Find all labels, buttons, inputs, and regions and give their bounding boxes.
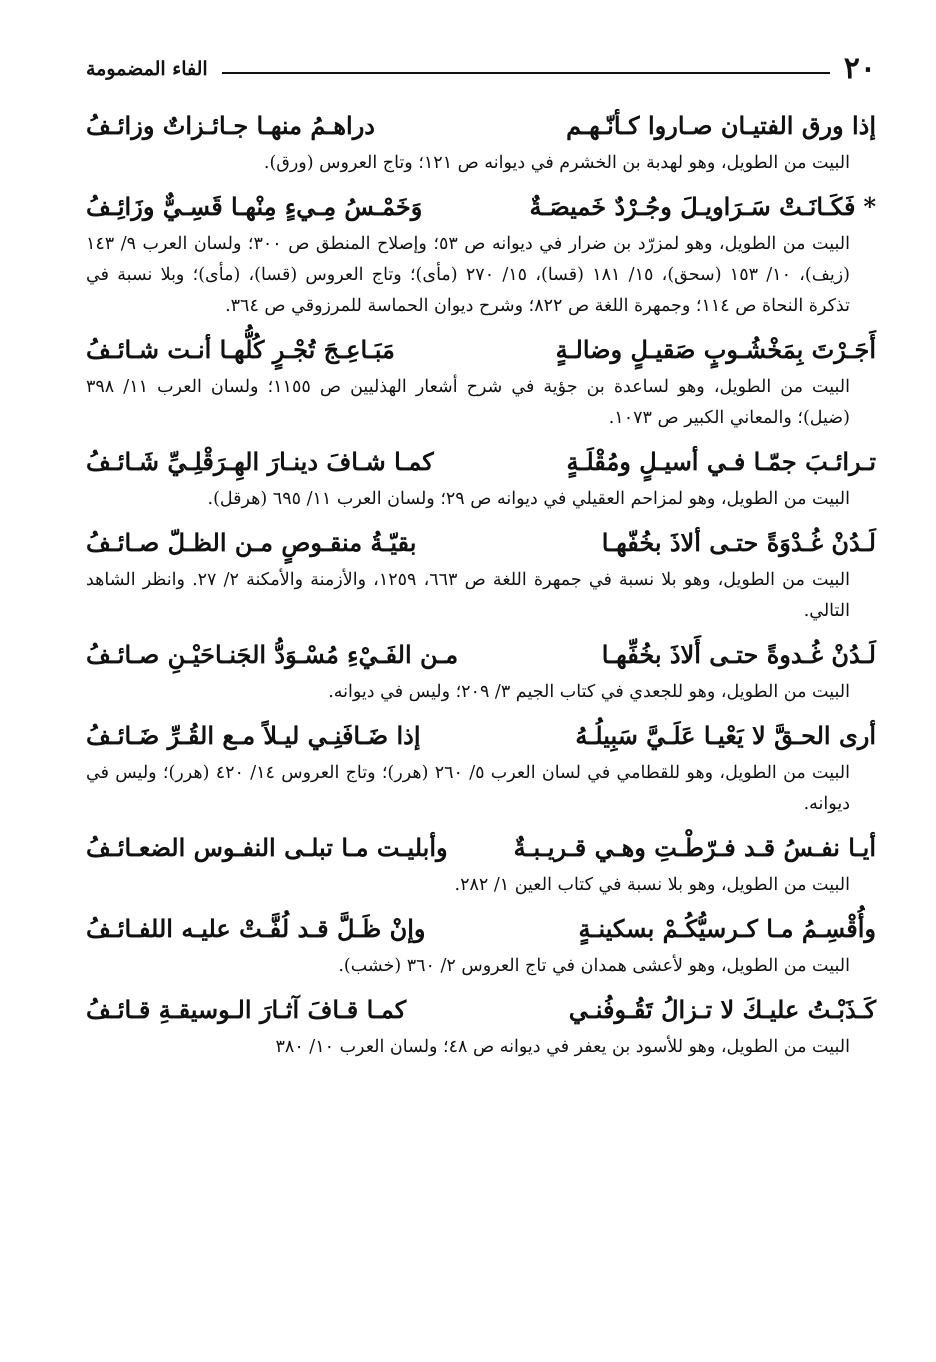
header-rule [222,72,830,74]
entry [86,714,876,820]
verse [86,328,876,372]
verse [86,907,876,951]
verse-first-hemistich: أيـا نفـسُ قـد فـرّطْـتِ وهـي قـريـبـةٌ [513,833,876,862]
entry [86,185,876,322]
citation-note: البيت من الطويل، وهو بلا نسبة في جمهرة اللغة ص ٦٦٣، ١٢٥٩، والأزمنة والأمكنة ٢/ ٢٧. وانظر الشاهد التالي. [86,570,850,621]
verse-first-hemistich: إذا ورق الفتيـان صـاروا كـأنّـهـم [566,111,876,140]
verse-second-hemistich: وأبليـت مـا تبلـى النفـوس الضعـائـفُ [86,833,448,862]
verse [86,440,876,484]
verse [86,104,876,148]
verse [86,826,876,870]
verse-second-hemistich: وَخَمْـسُ مِـيءٍ مِنْهـا قَسِـيٌّ وزَائِـفُ [86,192,423,221]
citation-note: البيت من الطويل، وهو لمزرّد بن ضرار في ديوانه ص ٥٣؛ وإصلاح المنطق ص ٣٠٠؛ ولسان العرب ٩/ ١٤٣ (زيف)، ١٠/ ١٥٣ (سحق)، ١٥/ ١٨١ (قسا)، ١٥/ ٢٧٠ (مأى)؛ وتاج العروس (قسا)، (مأى)؛ وبلا نسبة في تذكرة النحاة ص ١١٤؛ وجمهرة اللغة ص ٨٢٢؛ وشرح ديوان الحماسة للمرزوقي ص ٣٦٤. [86,234,850,316]
running-header [86,52,876,86]
verse-second-hemistich: بقيّـةُ منقـوصٍ مـن الظـلّ صـائـفُ [86,528,417,557]
verse-second-hemistich: كمـا قـافَ آثـارَ الـوسيقـةِ قـائـفُ [86,995,407,1024]
section-title: الفاء المضمومة [86,58,208,80]
verse-first-hemistich: لَـدُنْ غُـدْوَةً حتـى ألاذَ بخُفّهـا [601,528,876,557]
citation-note: البيت من الطويل، وهو لأعشى همدان في تاج العروس ٢/ ٣٦٠ (خشب). [338,956,850,976]
verse-second-hemistich: مَبَـاعِـجَ تُجْـرٍ كُلُّهـا أنـت شـائـفُ [86,335,395,364]
verse [86,633,876,677]
verse-first-hemistich: أرى الحـقَّ لا يَعْيـا عَلَـيَّ سَبِيلُـهُ [575,721,876,750]
verse [86,988,876,1032]
verse-second-hemistich: إذا ضَـافَنِـي ليـلاً مـع القُـرِّ ضَـائـفُ [86,721,421,750]
citation-note: البيت من الطويل، وهو للأسود بن يعفر في ديوانه ص ٤٨؛ ولسان العرب ١٠/ ٣٨٠ [275,1037,850,1057]
entry [86,521,876,627]
verse [86,521,876,565]
citation-note: البيت من الطويل، وهو لساعدة بن جؤية في شرح أشعار الهذليين ص ١١٥٥؛ ولسان العرب ١١/ ٣٩٨ (ضيل)؛ والمعاني الكبير ص ١٠٧٣. [86,377,850,428]
page-number: ٢٠ [843,51,876,86]
citation-note: البيت من الطويل، وهو لهدبة بن الخشرم في ديوانه ص ١٢١؛ وتاج العروس (ورق). [263,153,850,173]
verse [86,714,876,758]
entry [86,988,876,1063]
entries-list [86,104,876,1069]
verse-second-hemistich: دراهـمُ منهـا جـائـزاتٌ وزائـفُ [86,111,375,140]
verse-first-hemistich: كَـذَبْـتُ عليـكَ لا تـزالُ تَقُـوفُنـي [568,995,876,1024]
entry [86,328,876,434]
entry [86,440,876,515]
verse-first-hemistich: أَجَـرْتَ بِمَخْشُـوبٍ صَقيـلٍ وضالـةٍ [555,335,876,364]
verse-first-hemistich [529,185,876,229]
verse-second-hemistich: كمـا شـافَ دينـارَ الهِـرَقْلِـيِّ شَـائـفُ [86,447,434,476]
entry [86,826,876,901]
asterisk-marker: * [863,192,876,221]
citation-note: البيت من الطويل، وهو بلا نسبة في كتاب العين ١/ ٢٨٢. [454,875,850,895]
verse-first-hemistich: لَـدُنْ غُـدوةً حتـى أَلاذَ بخُفِّهـا [601,640,876,669]
verse-first-text: فَكَـانَـتْ سَـرَاويـلَ وجُـرْدٌ خَميصَـةٌ [529,192,856,221]
citation-note: البيت من الطويل، وهو لمزاحم العقيلي في ديوانه ص ٢٩؛ ولسان العرب ١١/ ٦٩٥ (هرقل). [207,489,850,509]
verse [86,185,876,229]
entry [86,907,876,982]
verse-second-hemistich: وإنْ ظَـلَّ قـد لُفَّـتْ عليـه اللفـائـفُ [86,914,426,943]
entry [86,104,876,179]
verse-first-hemistich: وأُقْسِـمُ مـا كـرسيُّكُـمْ بسكينـةٍ [578,914,876,943]
citation-note: البيت من الطويل، وهو للقطامي في لسان العرب ٥/ ٢٦٠ (هرر)؛ وتاج العروس ١٤/ ٤٢٠ (هرر)؛ وليس في ديوانه. [86,763,850,814]
verse-second-hemistich: مـن الفَـيْءِ مُسْـوَدُّ الجَنـاحَيْـنِ صـائـفُ [86,640,459,669]
entry [86,633,876,708]
verse-first-hemistich: تـرائـبَ جمّـا فـي أسيـلٍ ومُقْلَـةٍ [566,447,876,476]
citation-note: البيت من الطويل، وهو للجعدي في كتاب الجيم ٣/ ٢٠٩؛ وليس في ديوانه. [328,682,850,702]
